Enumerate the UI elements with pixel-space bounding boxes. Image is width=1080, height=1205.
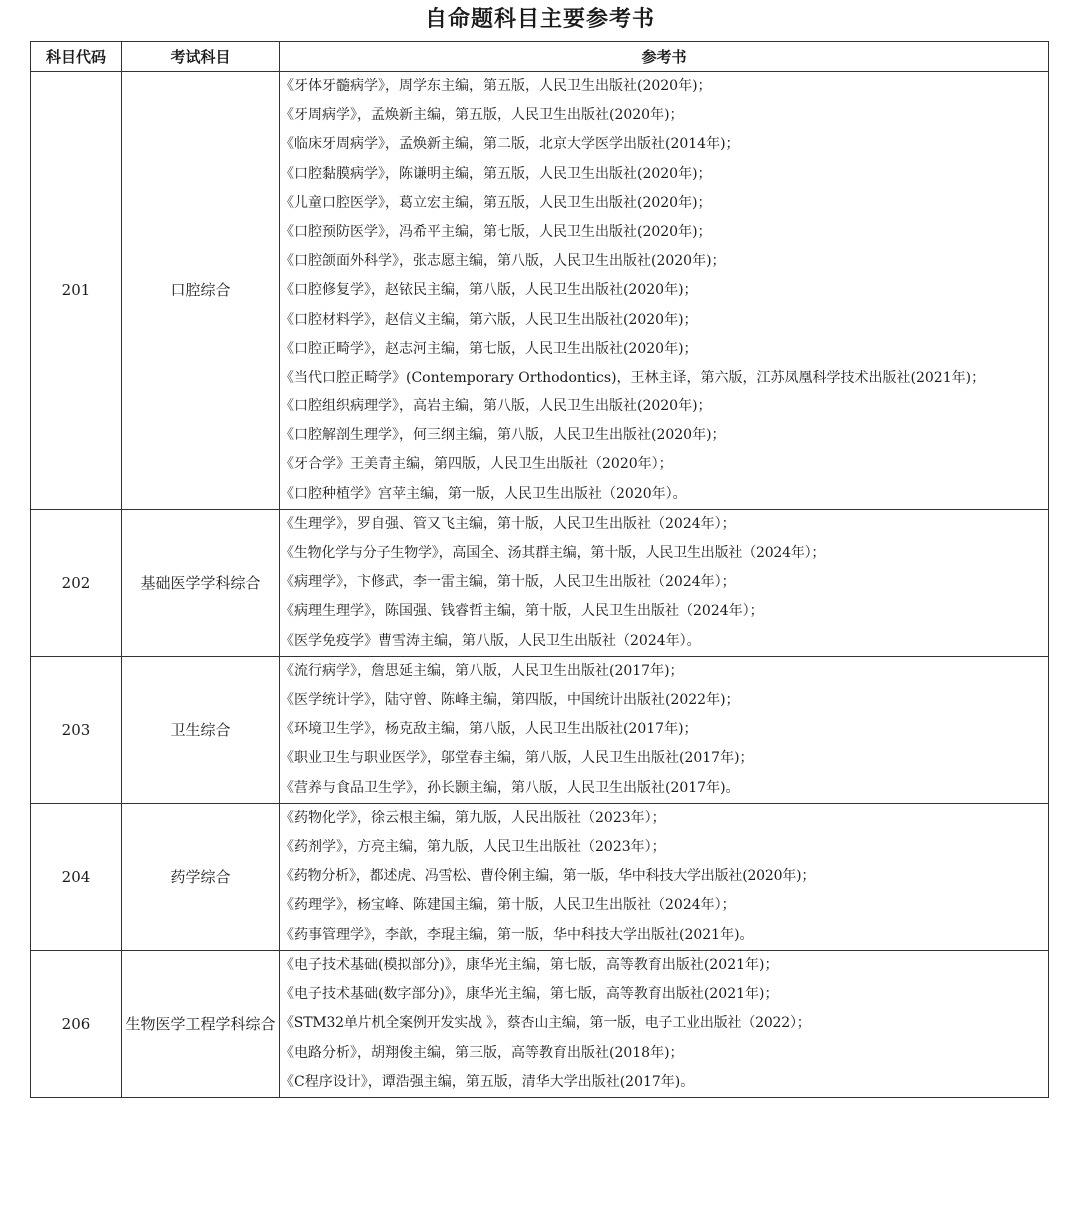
exam-subject: 生物医学工程学科综合 bbox=[122, 950, 280, 1097]
book-entry: 《生理学》，罗自强、管又飞主编，第十版，人民卫生出版社（2024年）； bbox=[280, 515, 736, 532]
subject-code: 206 bbox=[31, 950, 122, 1097]
reference-books bbox=[280, 950, 1049, 1097]
book-entry: 《临床牙周病学》，孟焕新主编，第二版，北京大学医学出版社(2014年)； bbox=[280, 136, 740, 153]
book-entry: 《药事管理学》，李歆，李琨主编，第一版，华中科技大学出版社(2021年)。 bbox=[280, 926, 754, 943]
book-entry: 《牙体牙髓病学》，周学东主编，第五版，人民卫生出版社(2020年)； bbox=[280, 78, 712, 94]
table-row bbox=[31, 656, 1049, 803]
book-entry: 《药剂学》，方亮主编，第九版，人民卫生出版社（2023年）； bbox=[280, 839, 666, 856]
exam-subject: 卫生综合 bbox=[122, 656, 280, 803]
book-entry: 《职业卫生与职业医学》，邬堂春主编，第八版，人民卫生出版社(2017年)； bbox=[280, 750, 754, 767]
book-entry: 《营养与食品卫生学》，孙长颢主编，第八版，人民卫生出版社(2017年)。 bbox=[280, 779, 740, 796]
book-entry: 《C程序设计》，谭浩强主编，第五版，清华大学出版社(2017年)。 bbox=[280, 1073, 695, 1090]
book-entry: 《口腔解剖生理学》，何三纲主编，第八版，人民卫生出版社(2020年)； bbox=[280, 427, 726, 444]
book-entry: 《药理学》，杨宝峰、陈建国主编，第十版，人民卫生出版社（2024年）； bbox=[280, 897, 736, 914]
book-entry: 《生物化学与分子生物学》，高国全、汤其群主编，第十版，人民卫生出版社（2024年）； bbox=[280, 545, 826, 562]
reference-books bbox=[280, 509, 1049, 656]
book-entry: 《口腔材料学》，赵信义主编，第六版，人民卫生出版社(2020年)； bbox=[280, 311, 698, 328]
reference-books bbox=[280, 72, 1049, 510]
book-entry: 《流行病学》，詹思延主编，第八版，人民卫生出版社(2017年)； bbox=[280, 662, 684, 679]
book-entry: 《病理学》，卞修武，李一雷主编，第十版，人民卫生出版社（2024年）； bbox=[280, 574, 736, 591]
book-entry: 《电路分析》，胡翔俊主编，第三版，高等教育出版社(2018年)； bbox=[280, 1044, 684, 1061]
table-row bbox=[31, 950, 1049, 1097]
book-entry: 《口腔黏膜病学》，陈谦明主编，第五版，人民卫生出版社(2020年)； bbox=[280, 165, 712, 182]
reference-table bbox=[30, 41, 1049, 1098]
book-entry: 《电子技术基础(模拟部分)》，康华光主编，第七版，高等教育出版社(2021年)； bbox=[280, 956, 779, 973]
header-code: 科目代码 bbox=[31, 42, 122, 72]
subject-code: 201 bbox=[31, 72, 122, 510]
book-entry: 《病理生理学》，陈国强、钱睿哲主编，第十版，人民卫生出版社（2024年）； bbox=[280, 603, 764, 620]
subject-code: 204 bbox=[31, 803, 122, 950]
book-entry: 《药物分析》，都述虎、冯雪松、曹伶俐主编，第一版，华中科技大学出版社(2020年)； bbox=[280, 868, 816, 885]
book-entry: 《药物化学》，徐云根主编，第九版，人民出版社（2023年）； bbox=[280, 809, 666, 826]
book-entry: 《口腔组织病理学》，高岩主编，第八版，人民卫生出版社(2020年)； bbox=[280, 398, 712, 415]
subject-code: 203 bbox=[31, 656, 122, 803]
book-entry: 《电子技术基础(数字部分)》，康华光主编，第七版，高等教育出版社(2021年)； bbox=[280, 986, 779, 1003]
book-entry: 《医学统计学》，陆守曾、陈峰主编，第四版，中国统计出版社(2022年)； bbox=[280, 692, 740, 709]
book-entry: 《STM32单片机全案例开发实战 》，蔡杏山主编，第一版，电子工业出版社（2022）； bbox=[280, 1015, 811, 1032]
book-entry: 《口腔正畸学》，赵志河主编，第七版，人民卫生出版社(2020年)； bbox=[280, 340, 698, 357]
book-entry: 《医学免疫学》曹雪涛主编，第八版，人民卫生出版社（2024年）。 bbox=[280, 632, 701, 649]
header-row bbox=[31, 42, 1049, 72]
book-entry: 《当代口腔正畸学》(Contemporary Orthodontics)，王林主译，第六版，江苏凤凰科学技术出版社(2021年)； bbox=[280, 370, 986, 387]
table-row bbox=[31, 803, 1049, 950]
book-entry: 《口腔颌面外科学》，张志愿主编，第八版，人民卫生出版社(2020年)； bbox=[280, 253, 726, 270]
exam-subject: 药学综合 bbox=[122, 803, 280, 950]
book-entry: 《口腔修复学》，赵铱民主编，第八版，人民卫生出版社(2020年)； bbox=[280, 282, 698, 299]
subject-code: 202 bbox=[31, 509, 122, 656]
header-books: 参考书 bbox=[280, 42, 1049, 72]
book-entry: 《儿童口腔医学》，葛立宏主编，第五版，人民卫生出版社(2020年)； bbox=[280, 194, 712, 211]
reference-books bbox=[280, 803, 1049, 950]
table-row bbox=[31, 509, 1049, 656]
exam-subject: 基础医学学科综合 bbox=[122, 509, 280, 656]
reference-books bbox=[280, 656, 1049, 803]
book-entry: 《牙周病学》，孟焕新主编，第五版，人民卫生出版社(2020年)； bbox=[280, 107, 684, 124]
page-title: 自命题科目主要参考书 bbox=[424, 7, 655, 32]
table-row bbox=[31, 72, 1049, 510]
book-entry: 《口腔种植学》宫苹主编，第一版，人民卫生出版社（2020年）。 bbox=[280, 485, 687, 502]
book-entry: 《牙合学》王美青主编，第四版，人民卫生出版社（2020年）； bbox=[280, 456, 673, 473]
book-entry: 《口腔预防医学》，冯希平主编，第七版，人民卫生出版社(2020年)； bbox=[280, 224, 712, 241]
book-entry: 《环境卫生学》，杨克敌主编，第八版，人民卫生出版社(2017年)； bbox=[280, 721, 698, 738]
exam-subject: 口腔综合 bbox=[122, 72, 280, 510]
header-subject: 考试科目 bbox=[122, 42, 280, 72]
